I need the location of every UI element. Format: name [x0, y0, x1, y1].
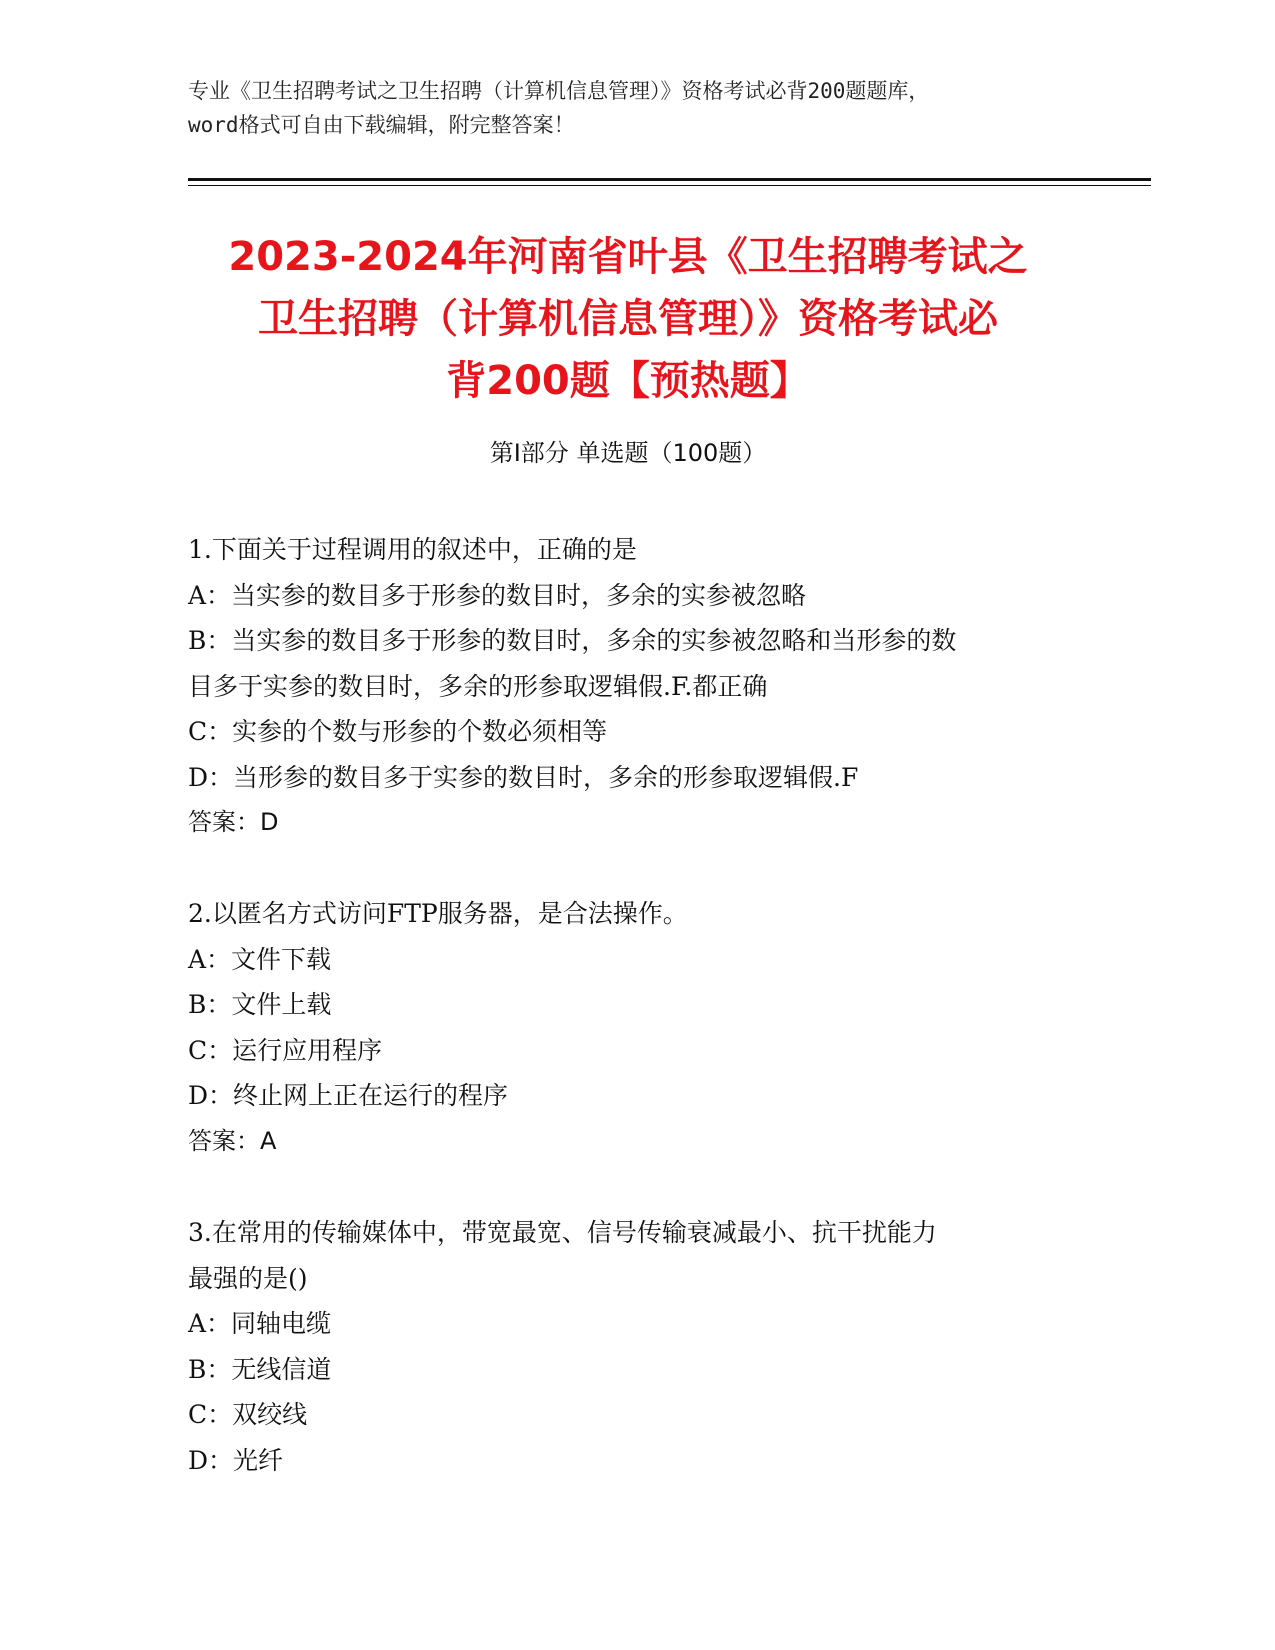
option-c: C：双绞线 [188, 1400, 308, 1429]
header-divider-thin [188, 185, 1151, 186]
question-stem-continued: 最强的是() [188, 1263, 308, 1293]
header-divider-thick [188, 178, 1151, 181]
question-2 [188, 891, 1088, 1164]
option-b-continued: 目多于实参的数目时，多余的形参取逻辑假.F.都正确 [188, 671, 768, 701]
title-line-1: 2023-2024年河南省叶县《卫生招聘考试之 [228, 234, 1028, 280]
answer-line: 答案：D [188, 808, 279, 836]
title-line-2: 卫生招聘（计算机信息管理）》资格考试必 [258, 296, 998, 342]
document-title [188, 226, 1068, 412]
section-heading: 第Ⅰ部分 单选题（100题） [489, 439, 767, 467]
option-c: C：运行应用程序 [188, 1035, 383, 1065]
question-stem: 1.下面关于过程调用的叙述中，正确的是 [188, 535, 637, 564]
question-stem: 2.以匿名方式访问FTP服务器，是合法操作。 [188, 899, 688, 928]
option-b: B：文件上载 [188, 990, 332, 1019]
title-line-3: 背200题【预热题】 [446, 358, 810, 404]
question-3 [188, 1210, 1088, 1483]
option-d: D：终止网上正在运行的程序 [188, 1081, 509, 1110]
option-d: D：当形参的数目多于实参的数目时，多余的形参取逻辑假.F [188, 762, 859, 792]
option-a: A：文件下载 [188, 944, 332, 974]
option-a: A：同轴电缆 [188, 1309, 332, 1338]
option-b: B：无线信道 [188, 1354, 332, 1384]
header-note-line-2: word格式可自由下载编辑，附完整答案！ [188, 113, 575, 137]
answer-line: 答案：A [188, 1126, 277, 1155]
option-a: A：当实参的数目多于形参的数目时，多余的实参被忽略 [188, 580, 807, 610]
option-d: D：光纤 [188, 1445, 284, 1475]
question-1 [188, 527, 1088, 846]
option-c: C：实参的个数与形参的个数必须相等 [188, 717, 608, 746]
question-stem: 3.在常用的传输媒体中，带宽最宽、信号传输衰减最小、抗干扰能力 [188, 1218, 937, 1247]
header-note-line-1: 专业《卫生招聘考试之卫生招聘（计算机信息管理）》资格考试必背200题题库， [188, 79, 930, 103]
option-b: B：当实参的数目多于形参的数目时，多余的实参被忽略和当形参的数 [188, 626, 957, 655]
header-note [188, 74, 1088, 142]
